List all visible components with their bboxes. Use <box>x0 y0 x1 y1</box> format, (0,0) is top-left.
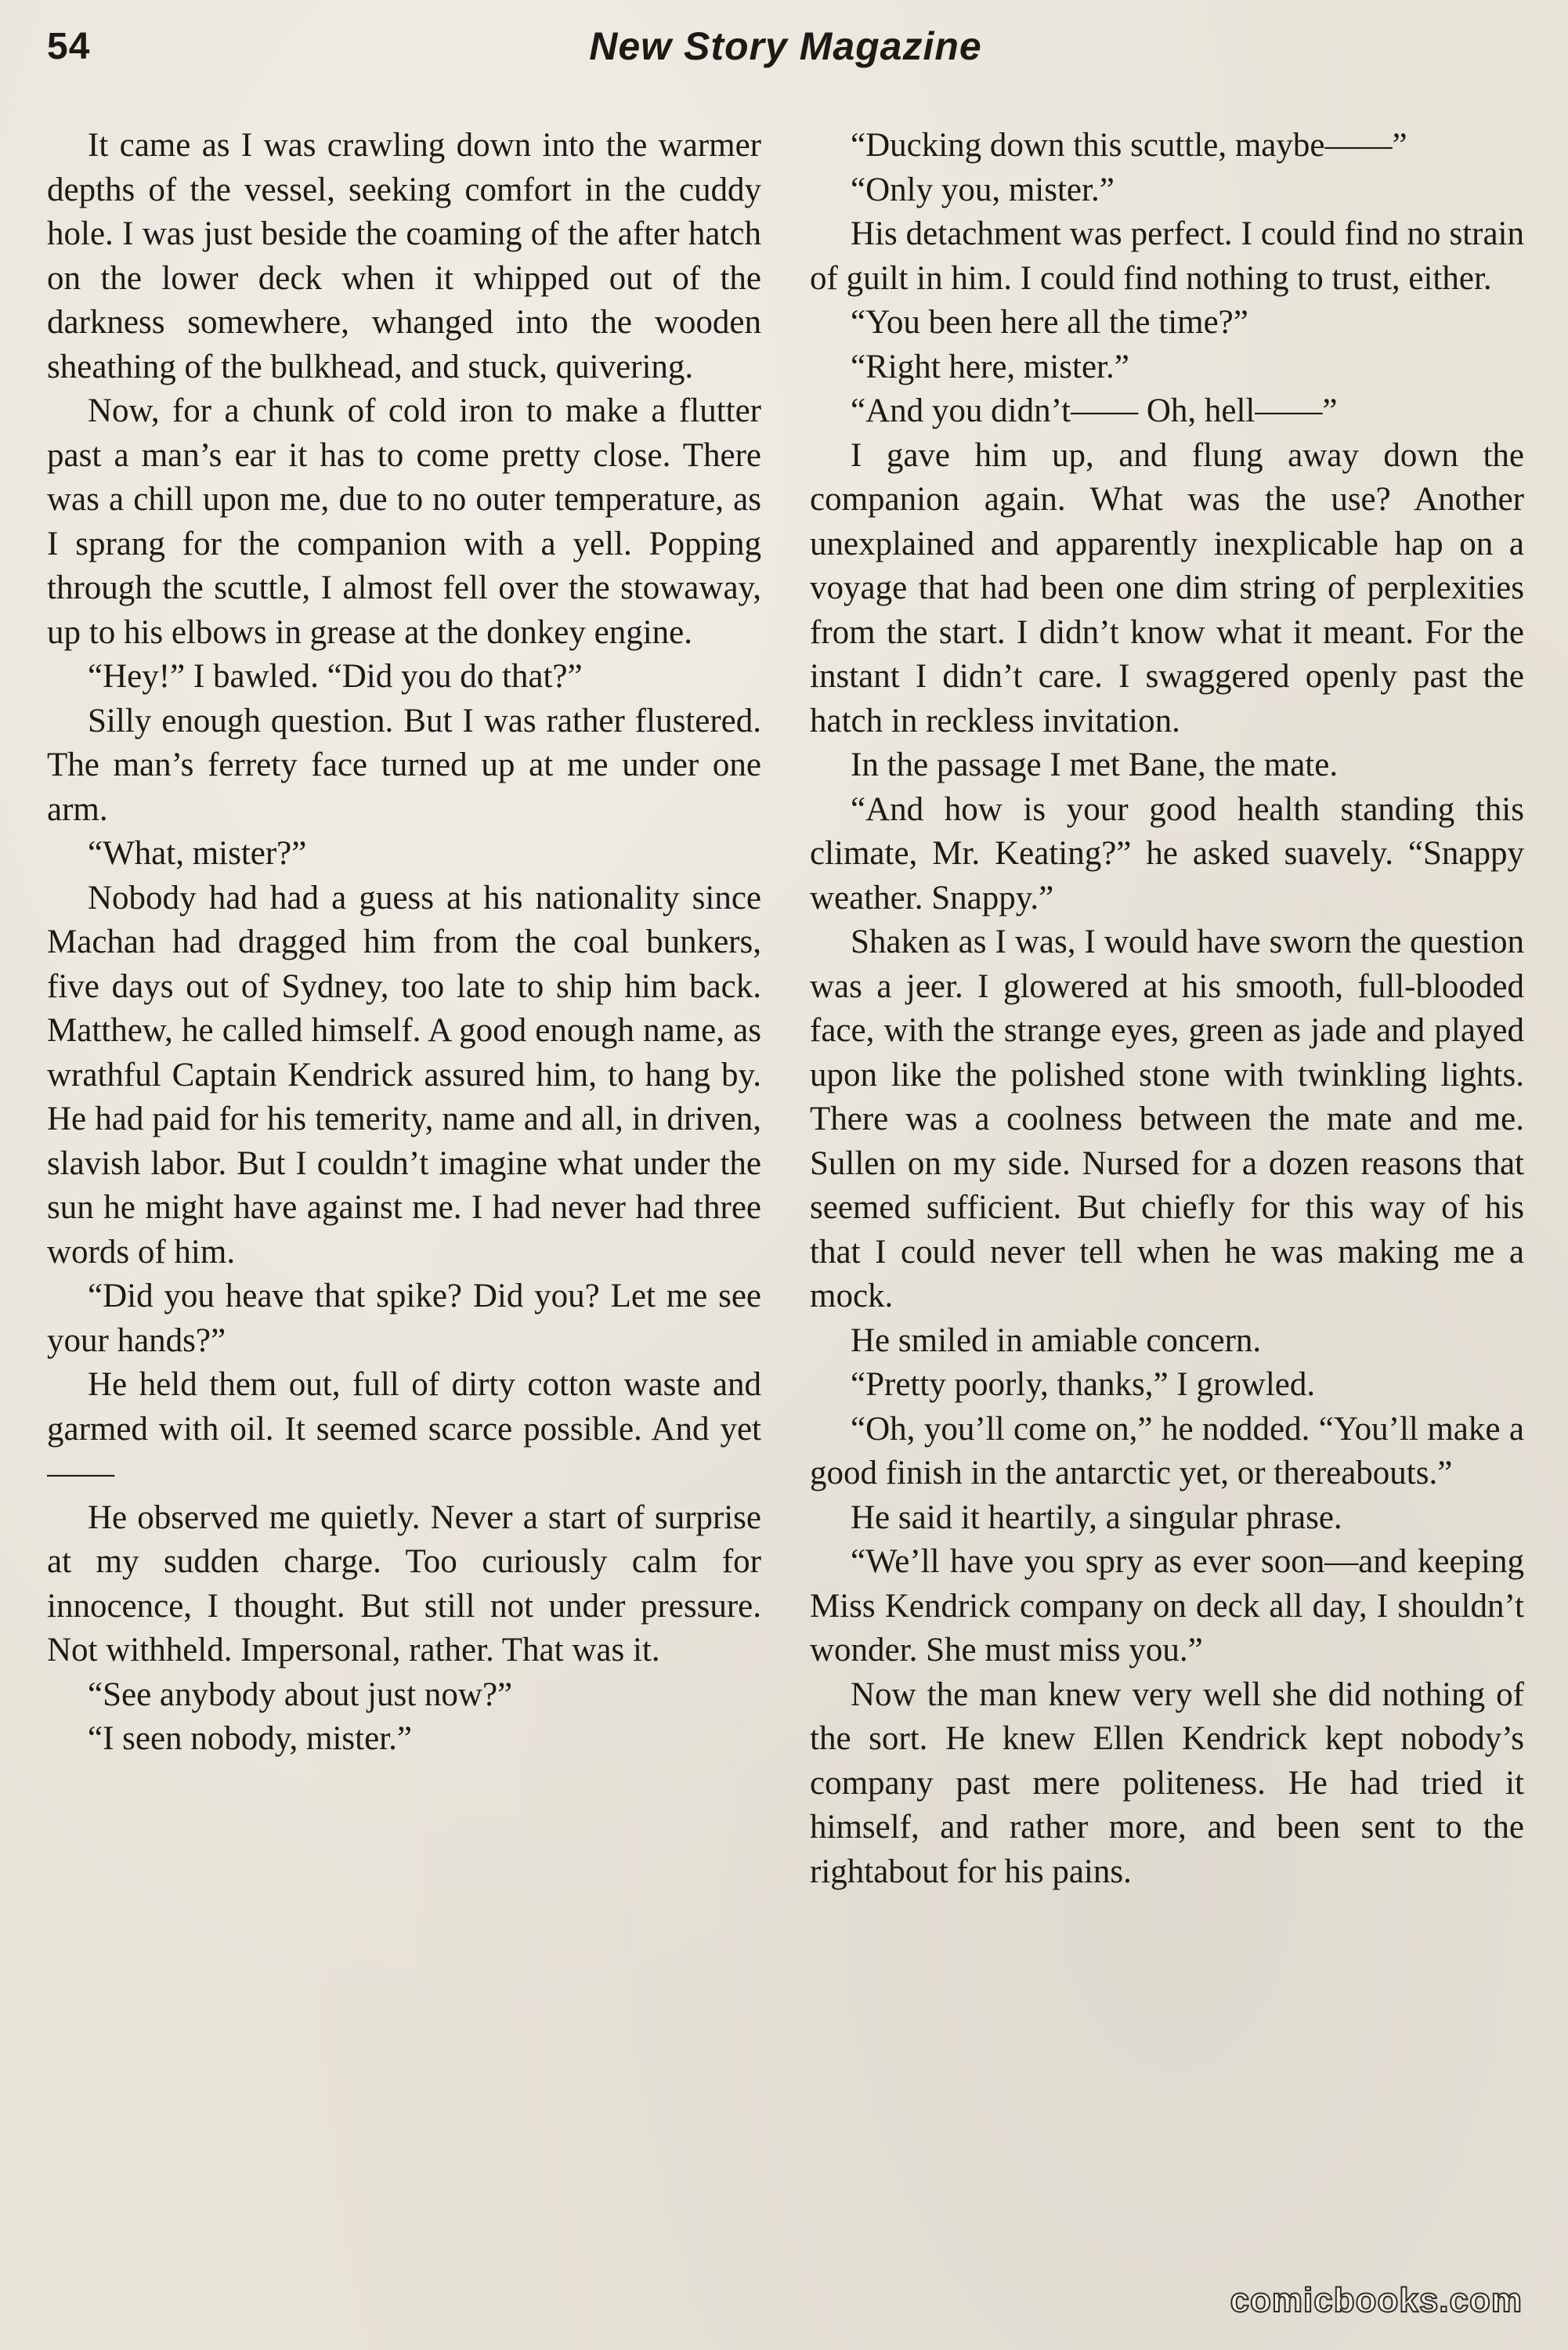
paragraph: “Hey!” I bawled. “Did you do that?” <box>88 658 583 695</box>
watermark: comicbooks.com <box>1230 2281 1523 2319</box>
paragraph: “See anybody about just now?” <box>88 1676 513 1713</box>
magazine-title: New Story Magazine <box>589 24 982 68</box>
paragraph: “Right here, mister.” <box>851 348 1129 385</box>
paragraph: “I seen nobody, mister.” <box>88 1720 412 1757</box>
paragraph: “Oh, you’ll come on,” he nodded. “You’ll make a good finish in the antarctic yet, or thereabouts.” <box>810 1410 1524 1491</box>
paragraph: “Did you heave that spike? Did you? Let me see your hands?” <box>47 1278 761 1359</box>
paragraph: In the passage I met Bane, the mate. <box>851 747 1339 783</box>
paragraph: He smiled in amiable concern. <box>851 1321 1262 1359</box>
page-number: 54 <box>47 26 91 67</box>
paragraph: “Pretty poorly, thanks,” I growled. <box>851 1366 1316 1403</box>
paragraph: Silly enough question. But I was rather flustered. The man’s ferrety face turned up at me under one arm. <box>47 702 761 828</box>
left-column <box>47 124 761 2317</box>
text-columns <box>47 124 1524 2317</box>
paragraph: It came as I was crawling down into the warmer depths of the vessel, seeking comfort in the cuddy hole. I was just beside the coaming of the after hatch on the lower deck when it whipped out of the darkness somewhere, whanged into the wooden sheathing of the bulkhead, and stuck, quivering. <box>47 127 761 385</box>
page-header <box>47 22 1524 78</box>
paragraph: He observed me quietly. Never a start of surprise at my sudden charge. Too curiously calm for innocence, I thought. But still not under pressure. Not withheld. Impersonal, rather. That was it. <box>47 1499 761 1668</box>
paragraph: “Ducking down this scuttle, maybe——” <box>851 127 1407 164</box>
paragraph: Now, for a chunk of cold iron to make a flutter past a man’s ear it has to come pretty close. There was a chill upon me, due to no outer temperature, as I sprang for the companion with a yell. Popping through the scuttle, I almost fell over the stowaway, up to his elbows in grease at the donkey engine. <box>47 392 761 651</box>
paragraph: I gave him up, and flung away down the companion again. What was the use? Another unexplained and apparently inexplicable hap on a voyage that had been one dim string of perplexities from the start. I didn’t know what it meant. For the instant I didn’t care. I swaggered openly past the hatch in reckless invitation. <box>810 436 1524 739</box>
paragraph: He held them out, full of dirty cotton waste and garmed with oil. It seemed scarce possible. And yet—— <box>47 1366 761 1491</box>
paragraph: Shaken as I was, I would have sworn the question was a jeer. I glowered at his smooth, full-blooded face, with the strange eyes, green as jade and played upon like the polished stone with twinkling lights. There was a coolness between the mate and me. Sullen on my side. Nursed for a dozen reasons that seemed sufficient. But chiefly for this way of his that I could never tell when he was making me a mock. <box>810 924 1524 1314</box>
right-column <box>810 124 1524 2317</box>
paragraph: “And how is your good health standing this climate, Mr. Keating?” he asked suavely. “Snappy weather. Snappy.” <box>810 790 1524 916</box>
paragraph: He said it heartily, a singular phrase. <box>851 1499 1342 1536</box>
paragraph: Now the man knew very well she did nothing of the sort. He knew Ellen Kendrick kept nobody’s company past mere politeness. He had tried it himself, and rather more, and been sent to the rightabout for his pains. <box>810 1676 1524 1890</box>
paragraph: “What, mister?” <box>88 835 307 872</box>
paragraph: “We’ll have you spry as ever soon—and keeping Miss Kendrick company on deck all day, I shouldn’t wonder. She must miss you.” <box>810 1543 1524 1668</box>
paragraph: His detachment was perfect. I could find no strain of guilt in him. I could find nothing to trust, either. <box>810 215 1524 297</box>
paragraph: “You been here all the time?” <box>851 304 1248 341</box>
paragraph: Nobody had had a guess at his nationality since Machan had dragged him from the coal bunkers, five days out of Sydney, too late to ship him back. Matthew, he called himself. A good enough name, as wrathful Captain Kendrick assured him, to hang by. He had paid for his temerity, name and all, in driven, slavish labor. But I couldn’t imagine what under the sun he might have against me. I had never had three words of him. <box>47 879 761 1271</box>
paragraph: “And you didn’t—— Oh, hell——” <box>851 392 1338 429</box>
paragraph: “Only you, mister.” <box>851 171 1115 208</box>
